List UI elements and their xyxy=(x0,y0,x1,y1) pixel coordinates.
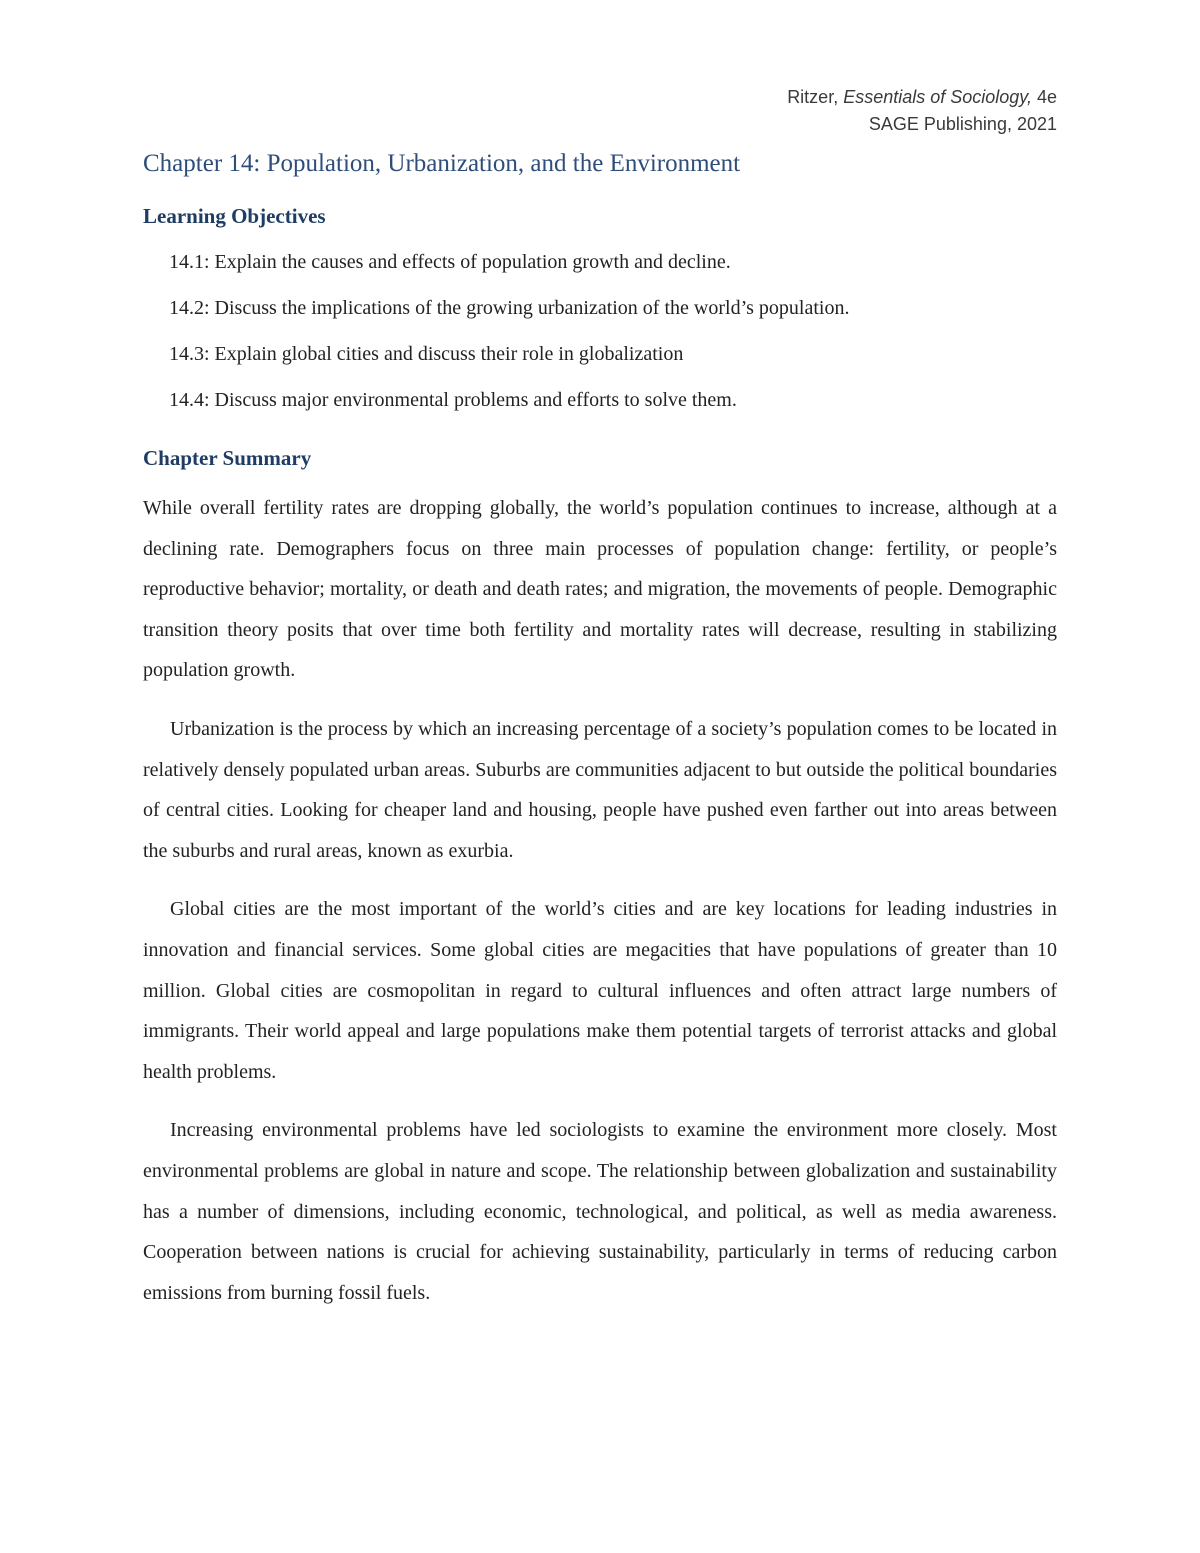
learning-objectives-heading: Learning Objectives xyxy=(143,204,326,228)
chapter-summary-heading: Chapter Summary xyxy=(143,446,312,470)
running-header xyxy=(787,84,1057,138)
chapter-title: Chapter 14: Population, Urbanization, and the Environment xyxy=(143,150,741,177)
header-edition: 4e xyxy=(1031,87,1057,107)
learning-objectives-list xyxy=(143,247,1057,415)
document-body xyxy=(143,146,1057,1331)
summary-paragraph: Increasing environmental problems have led sociologists to examine the environment more closely. Most environmental problems are global in nature and scope. The relationship between globalization and sustainability has a number of dimensions, including economic, technological, and political, as well as media awareness. Cooperation between nations is crucial for achieving sustainability, particularly in terms of reducing carbon emissions from burning fossil fuels. xyxy=(143,1119,1057,1304)
objective-item: 14.3: Explain global cities and discuss their role in globalization xyxy=(169,343,684,365)
chapter-summary-body xyxy=(143,488,1057,1313)
header-author: Ritzer, xyxy=(787,87,844,107)
header-citation-line xyxy=(787,84,1057,111)
objective-item: 14.4: Discuss major environmental problems and efforts to solve them. xyxy=(169,389,737,411)
objective-item: 14.2: Discuss the implications of the growing urbanization of the world’s population. xyxy=(169,297,850,319)
summary-paragraph: Urbanization is the process by which an increasing percentage of a society’s population comes to be located in relatively densely populated urban areas. Suburbs are communities adjacent to but outside the political boundaries of central cities. Looking for cheaper land and housing, people have pushed even farther out into areas between the suburbs and rural areas, known as exurbia. xyxy=(143,717,1057,862)
objective-item: 14.1: Explain the causes and effects of population growth and decline. xyxy=(169,251,731,273)
header-publisher: SAGE Publishing, 2021 xyxy=(868,114,1057,134)
summary-paragraph: Global cities are the most important of the world’s cities and are key locations for leading industries in innovation and financial services. Some global cities are megacities that have populations of greater than 10 million. Global cities are cosmopolitan in regard to cultural influences and often attract large numbers of immigrants. Their world appeal and large populations make them potential targets of terrorist attacks and global health problems. xyxy=(143,898,1057,1083)
header-book-title: Essentials of Sociology, xyxy=(843,87,1032,107)
summary-paragraph: While overall fertility rates are dropping globally, the world’s population continues to increase, although at a declining rate. Demographers focus on three main processes of population change: fertility, or people’s reproductive behavior; mortality, or death and death rates; and migration, the movements of people. Demographic transition theory posits that over time both fertility and mortality rates will decrease, resulting in stabilizing population growth. xyxy=(143,497,1057,682)
